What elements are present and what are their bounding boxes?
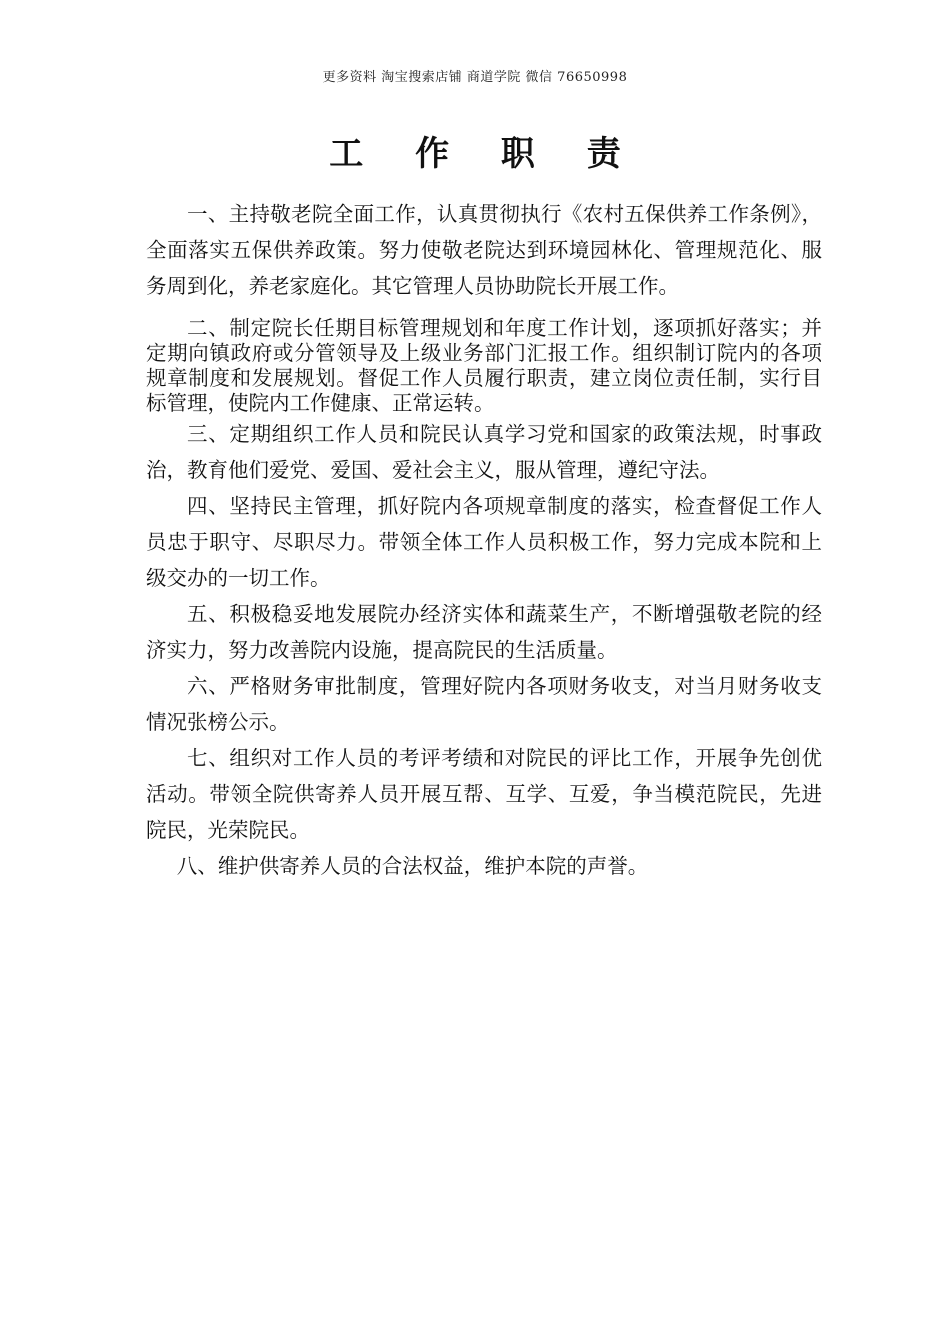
paragraph-7: 七、组织对工作人员的考评考绩和对院民的评比工作，开展争先创优活动。带领全院供寄养人员开展互帮、互学、互爱，争当模范院民，先进院民，光荣院民。 [146, 746, 822, 842]
document-title: 工 作 职 责 [329, 134, 641, 174]
paragraph-5: 五、积极稳妥地发展院办经济实体和蔬菜生产，不断增强敬老院的经济实力，努力改善院内设施，提高院民的生活质量。 [146, 602, 822, 662]
paragraph-8: 八、维护供寄养人员的合法权益，维护本院的声誉。 [176, 854, 649, 878]
header-note: 更多资料 淘宝搜索店铺 商道学院 微信 76650998 [322, 70, 628, 85]
paragraph-2: 二、制定院长任期目标管理规划和年度工作计划，逐项抓好落实；并定期向镇政府或分管领导及上级业务部门汇报工作。组织制订院内的各项规章制度和发展规划。督促工作人员履行职责，建立岗位责任制，实行目标管理，使院内工作健康、正常运转。 [146, 316, 822, 415]
document-body [146, 196, 822, 884]
paragraph-3: 三、定期组织工作人员和院民认真学习党和国家的政策法规，时事政治，教育他们爱党、爱国、爱社会主义，服从管理，遵纪守法。 [146, 422, 822, 482]
paragraph-4: 四、坚持民主管理，抓好院内各项规章制度的落实，检查督促工作人员忠于职守、尽职尽力。带领全体工作人员积极工作，努力完成本院和上级交办的一切工作。 [146, 494, 822, 590]
paragraph-6: 六、严格财务审批制度，管理好院内各项财务收支，对当月财务收支情况张榜公示。 [146, 674, 822, 734]
paragraph-1: 一、主持敬老院全面工作，认真贯彻执行《农村五保供养工作条例》，全面落实五保供养政策。努力使敬老院达到环境园林化、管理规范化、服务周到化，养老家庭化。其它管理人员协助院长开展工作。 [146, 202, 822, 298]
